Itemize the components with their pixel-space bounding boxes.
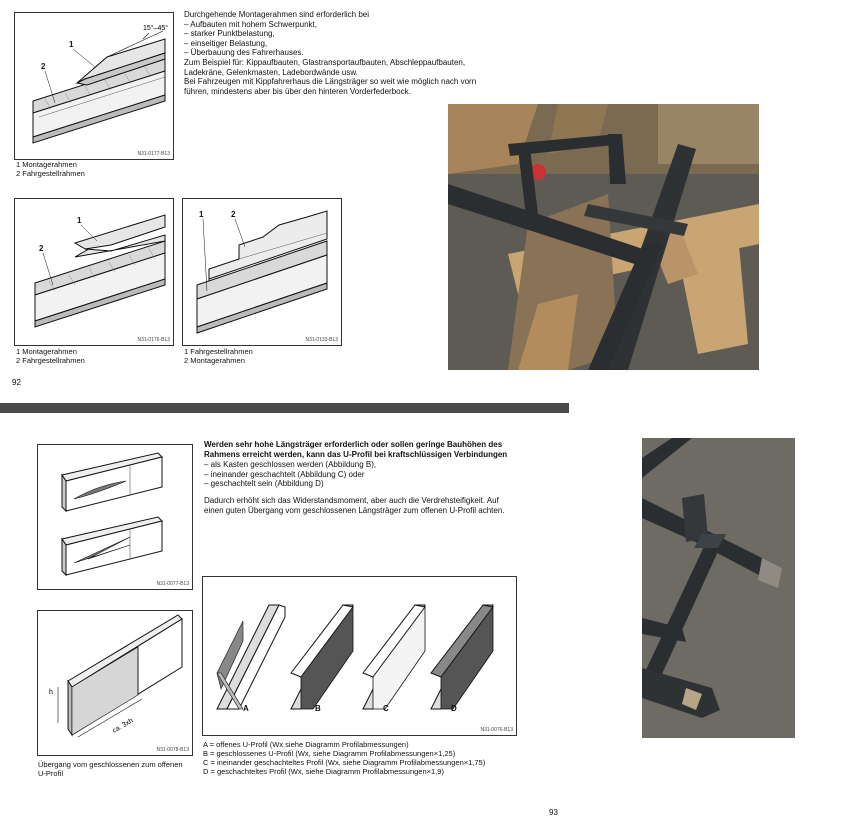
caption-line: C = ineinander geschachteltes Profil (Wx, siehe Diagramm Profilabmessungen×1,75) <box>203 758 486 767</box>
profile-a <box>217 605 285 709</box>
caption-line: 2 Fahrgestellrahmen <box>16 356 85 365</box>
figure-notched-mounting-frame <box>14 198 174 346</box>
profile-b <box>291 605 353 709</box>
label-1: 1 <box>69 40 74 49</box>
intro-line: Zum Beispiel für: Kippaufbauten, Glastransportaufbauten, Abschleppaufbauten, <box>184 57 466 67</box>
label-1: 1 <box>199 210 204 219</box>
intro-line: – Aufbauten mit hohem Schwerpunkt, <box>184 19 317 29</box>
caption-line: D = geschachteltes Profil (Wx, siehe Diagramm Profilabmessungen×1,9) <box>203 767 444 776</box>
figure-5-caption <box>38 760 183 778</box>
figure-code: N31-0177-B13 <box>137 151 170 157</box>
intro-line: führen, mindestens aber bis über den hinteren Vorderfederbock. <box>184 86 411 96</box>
caption-line: 2 Montagerahmen <box>184 356 245 365</box>
figure-code: N31-0078-B13 <box>156 747 189 753</box>
mounting-frame-angle-drawing <box>15 13 173 159</box>
label-c: C <box>383 704 389 713</box>
paragraph-line: Dadurch erhöht sich das Widerstandsmoment, aber auch die Verdrehsteifigkeit. Auf <box>204 496 499 505</box>
label-d: D <box>451 704 457 713</box>
heading-line: Werden sehr hohe Längsträger erforderlich oder sollen geringe Bauhöhen des <box>204 440 503 449</box>
label-1: 1 <box>77 216 82 225</box>
label-b: B <box>315 704 321 713</box>
caption-line: B = geschlossenes U-Profil (Wx, siehe Diagramm Profilabmessungen×1,25) <box>203 749 456 758</box>
figure-code: N31-0133-B13 <box>305 337 338 343</box>
figure-profile-transition <box>37 610 193 756</box>
caption-line: Übergang vom geschlossenen zum offenen <box>38 760 183 769</box>
caption-line: 1 Fahrgestellrahmen <box>184 347 253 356</box>
caption-line: 2 Fahrgestellrahmen <box>16 169 85 178</box>
figure-code: N31-0176-B13 <box>137 337 170 343</box>
steel-profile-photo <box>642 438 795 738</box>
profile-d <box>431 605 493 709</box>
figure-code: N31-0077-B13 <box>156 581 189 587</box>
figure-6-caption <box>203 740 485 776</box>
page-divider <box>0 403 569 413</box>
length-label: ca. 3xh <box>111 717 135 735</box>
label-2: 2 <box>231 210 236 219</box>
figure-u-profile-closed <box>37 444 193 590</box>
label-a: A <box>243 704 249 713</box>
intro-line: – einseitiger Belastung, <box>184 38 268 48</box>
page-number-93: 93 <box>549 808 558 817</box>
label-2: 2 <box>41 62 46 71</box>
figure-profile-variants <box>202 576 517 736</box>
photo-steel-profile-closeup <box>642 438 795 738</box>
list-item: – geschachtelt sein (Abbildung D) <box>204 479 324 489</box>
figure-3-caption <box>184 347 253 365</box>
caption-line: 1 Montagerahmen <box>16 160 77 169</box>
profile-c <box>363 605 425 709</box>
u-profile-closed-drawing <box>38 445 192 589</box>
figure-1-caption <box>16 160 85 178</box>
intro-line: – Überbauung des Fahrerhauses. <box>184 48 304 58</box>
stepped-frame-drawing <box>183 199 341 345</box>
profile-transition-drawing <box>38 611 192 755</box>
intro-line: Bei Fahrzeugen mit Kippfahrerhaus die Längsträger so weit wie möglich nach vorn <box>184 77 477 87</box>
steel-frame-photo <box>448 104 759 370</box>
figure-stepped-mounting-frame <box>182 198 342 346</box>
profile-variants-drawing <box>203 577 516 735</box>
list-item: – ineinander geschachtelt (Abbildung C) oder <box>204 469 365 479</box>
label-2: 2 <box>39 244 44 253</box>
figure-code: N31-0076-B13 <box>480 727 513 733</box>
heading-line: Rahmens erreicht werden, kann das U-Profil bei kraftschlüssigen Verbindungen <box>204 449 508 459</box>
figure-mounting-frame-angle <box>14 12 174 160</box>
figure-2-caption <box>16 347 85 365</box>
profile-list <box>204 460 376 489</box>
height-label: h <box>49 689 53 696</box>
notched-frame-drawing <box>15 199 173 345</box>
page-number-92: 92 <box>12 378 21 387</box>
paragraph-line: einen guten Übergang vom geschlossenen Längsträger zum offenen U-Profil achten. <box>204 505 505 515</box>
caption-line: 1 Montagerahmen <box>16 347 77 356</box>
list-item: – als Kasten geschlossen werden (Abbildung B), <box>204 460 377 469</box>
caption-line: U-Profil <box>38 769 64 778</box>
intro-line: – starker Punktbelastung, <box>184 29 275 39</box>
paragraph <box>204 496 504 515</box>
intro-text <box>184 10 476 96</box>
intro-line: Durchgehende Montagerahmen sind erforderlich bei <box>184 10 369 19</box>
angle-label: 15°–45° <box>143 25 169 32</box>
caption-line: A = offenes U-Profil (Wx siehe Diagramm Profilabmessungen) <box>203 740 409 749</box>
photo-steel-frame-workshop <box>448 104 759 370</box>
section-heading <box>204 440 507 459</box>
intro-line: Ladekräne, Gelenkmasten, Ladebordwände usw. <box>184 67 358 77</box>
